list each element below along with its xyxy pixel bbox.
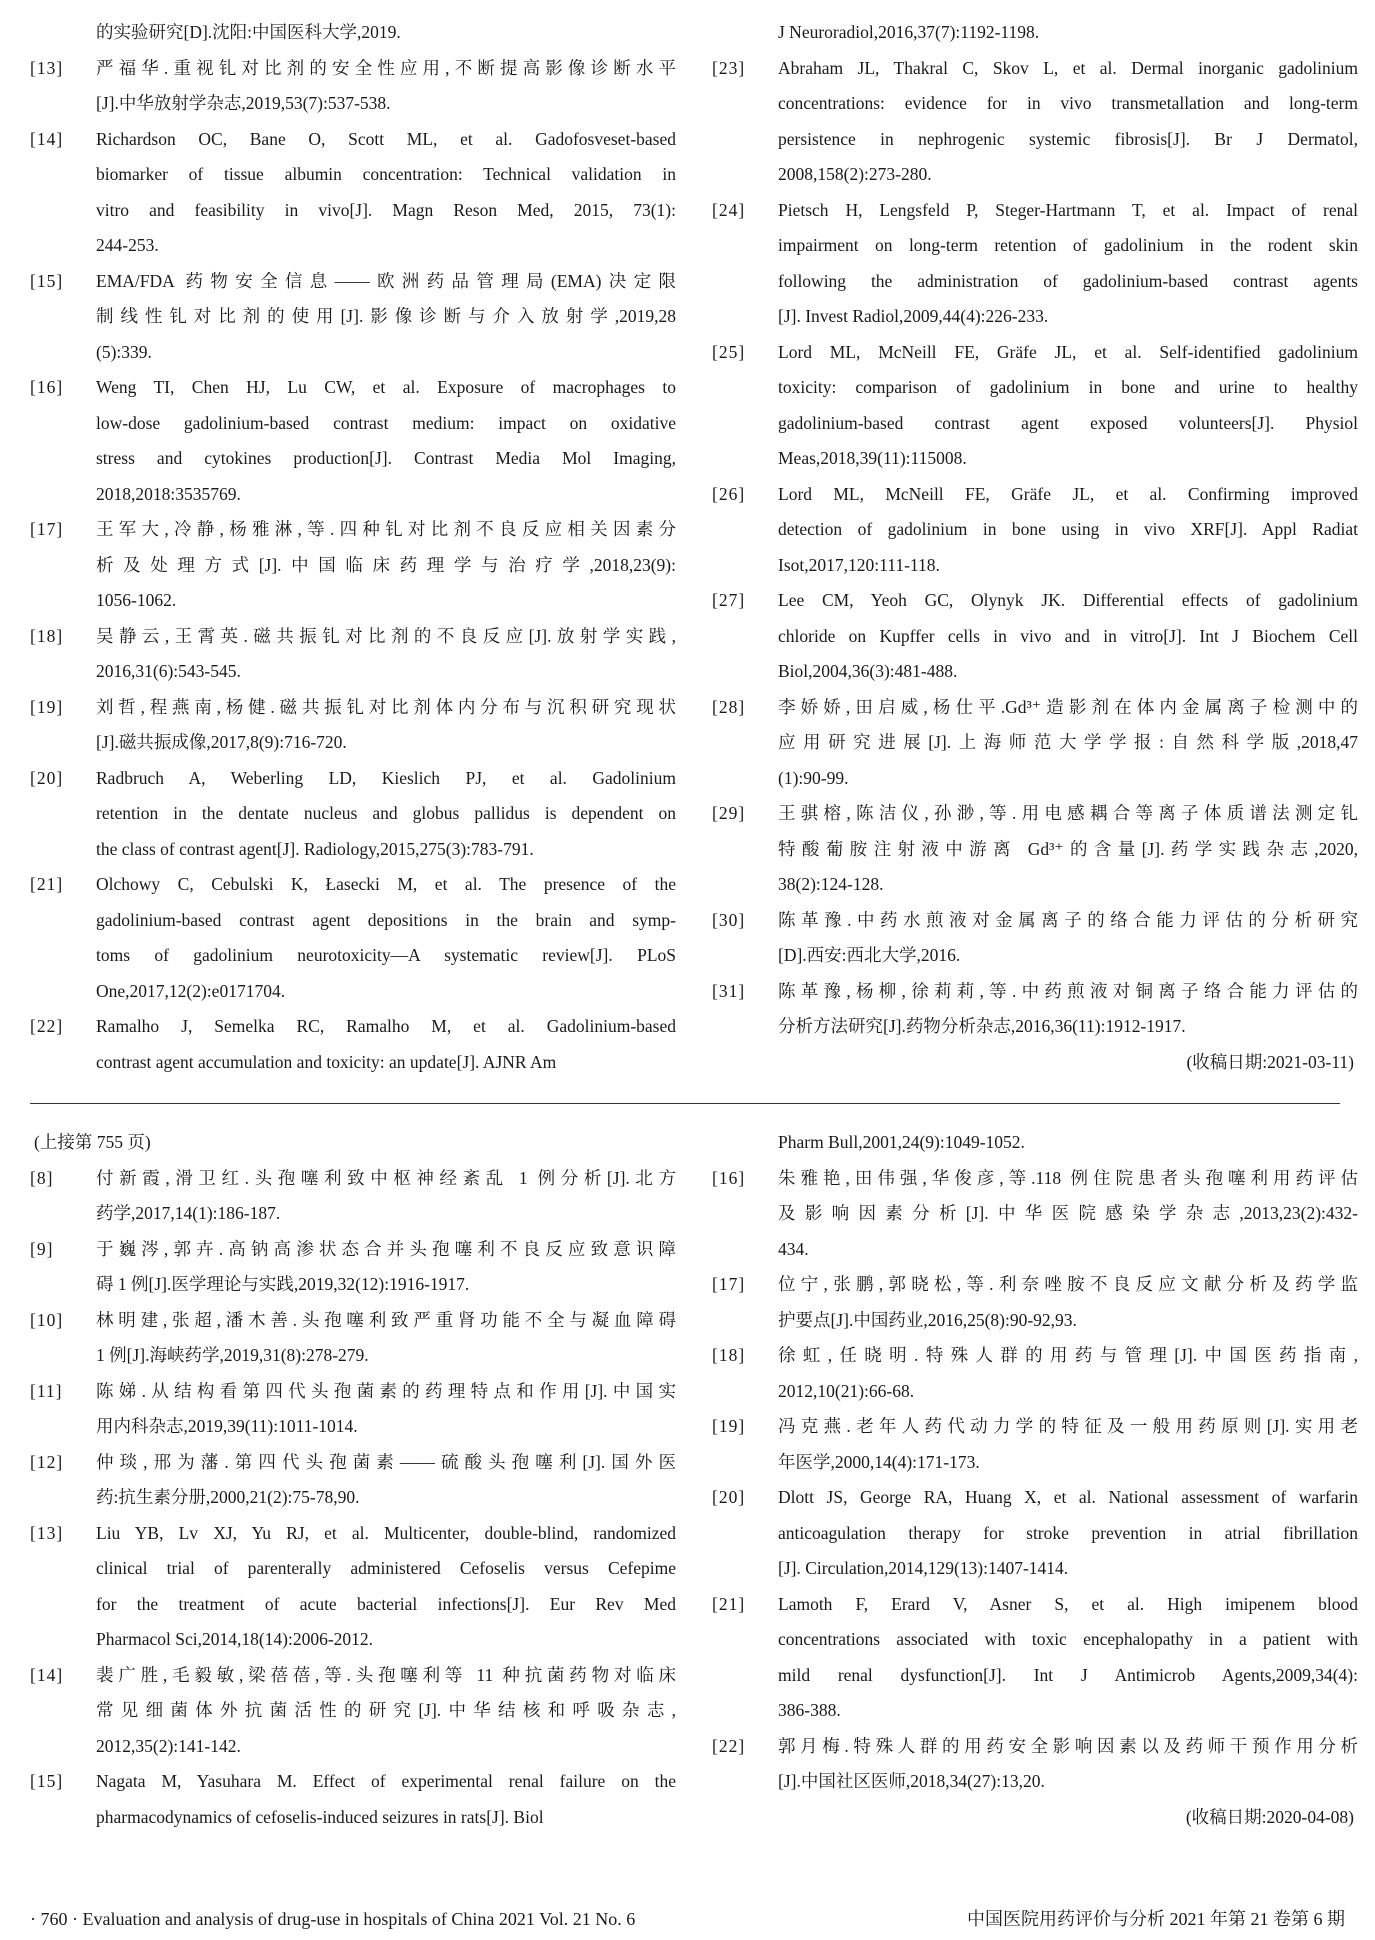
reference-line: pharmacodynamics of cefoselis-induced seizures in rats[J]. Biol [96,1806,544,1827]
reference-line: [J].中国社区医师,2018,34(27):13,20. [778,1771,1045,1791]
reference-entry [712,974,1358,1045]
reference-number: [11] [30,1380,63,1401]
bottom-right-column [712,1125,1358,1835]
reference-entry [30,619,676,690]
top-left-column [30,15,676,1080]
received-date: (收稿日期:2020-04-08) [1185,1806,1354,1827]
reference-line: concentrations associated with toxic encephalopathy in a patient with [778,1629,1358,1649]
reference-line: 陈娣.从结构看第四代头孢菌素的药理特点和作用[J].中国实 [96,1380,676,1401]
reference-line: [J]. Circulation,2014,129(13):1407-1414. [778,1558,1069,1578]
reference-line: 陈革豫.中药水煎液对金属离子的络合能力评估的分析研究 [778,909,1358,930]
reference-line: Lee CM, Yeoh GC, Olynyk JK. Differential effects of gadolinium [778,590,1358,610]
reference-line: [J].中华放射学杂志,2019,53(7):537-538. [96,93,391,113]
reference-line: 38(2):124-128. [778,874,884,894]
reference-line: 及影响因素分析[J].中华医院感染学杂志,2013,23(2):432- [778,1203,1358,1223]
reference-entry [712,903,1358,974]
reference-line: (5):339. [96,341,152,362]
reference-entry [30,1445,676,1516]
reference-line: 徐虹,任晓明.特殊人群的用药与管理[J].中国医药指南, [778,1345,1358,1365]
reference-line: toxicity: comparison of gadolinium in bone and urine to healthy [778,377,1358,397]
received-date: (收稿日期:2021-03-11) [1186,1051,1354,1072]
reference-line: 用内科杂志,2019,39(11):1011-1014. [96,1416,358,1436]
reference-number: [16] [30,377,64,397]
reference-line: 陈革豫,杨柳,徐莉莉,等.中药煎液对铜离子络合能力评估的 [778,980,1358,1001]
reference-number: [13] [30,1522,64,1543]
reference-line: 护要点[J].中国药业,2016,25(8):90-92,93. [778,1309,1077,1330]
reference-number: [13] [30,57,64,78]
reference-number: [17] [30,519,64,539]
reference-line: One,2017,12(2):e0171704. [96,980,286,1001]
reference-number: [29] [712,803,746,823]
reference-line: 2012,35(2):141-142. [96,1735,241,1756]
reference-number: [15] [30,270,64,291]
reference-entry [30,761,676,868]
reference-line: clinical trial of parenterally administered Cefoselis versus Cefepime [96,1558,676,1578]
reference-entry [30,122,676,264]
reference-number: [18] [712,1345,746,1365]
reference-line: 应用研究进展[J].上海师范大学学报:自然科学版,2018,47 [778,732,1358,752]
reference-entry [712,690,1358,797]
reference-number: [10] [30,1309,64,1330]
reference-entry [30,264,676,371]
reference-entry [712,477,1358,584]
reference-line: mild renal dysfunction[J]. Int J Antimicrob Agents,2009,34(4): [778,1664,1358,1685]
reference-number: [22] [30,1016,64,1036]
reference-line: (1):90-99. [778,767,849,788]
reference-line: 特酸葡胺注射液中游离 Gd³⁺的含量[J].药学实践杂志,2020, [778,838,1358,859]
reference-line: 244-253. [96,235,159,255]
reference-line: 药学,2017,14(1):186-187. [96,1203,281,1223]
reference-number: [19] [30,696,64,717]
reference-number: [30] [712,909,746,930]
reference-line: Biol,2004,36(3):481-488. [778,661,958,681]
reference-entry [30,1658,676,1765]
reference-line: 药:抗生素分册,2000,21(2):75-78,90. [96,1487,360,1507]
reference-line: gadolinium-based contrast agent depositions in the brain and symp- [96,909,676,930]
reference-line: 朱雅艳,田伟强,华俊彦,等.118 例住院患者头孢噻利用药评估 [778,1167,1358,1188]
bottom-left-column [30,1125,676,1835]
reference-number: [21] [712,1593,746,1614]
reference-number: [27] [712,590,746,610]
reference-number: [28] [712,696,746,717]
reference-entry [30,690,676,761]
reference-line: 刘哲,程燕南,杨健.磁共振钆对比剂体内分布与沉积研究现状 [96,696,676,717]
reference-line: concentrations: evidence for in vivo transmetallation and long-term [778,93,1358,113]
reference-line: contrast agent accumulation and toxicity: an update[J]. AJNR Am [96,1051,557,1072]
reference-entry [712,1338,1358,1409]
reference-line: Weng TI, Chen HJ, Lu CW, et al. Exposure of macrophages to [96,377,676,397]
footer-left: · 760 · Evaluation and analysis of drug-use in hospitals of China 2021 Vol. 21 No. 6 [30,1909,636,1929]
reference-line: Radbruch A, Weberling LD, Kieslich PJ, et al. Gadolinium [96,767,676,788]
continued-line: Pharm Bull,2001,24(9):1049-1052. [778,1132,1025,1152]
reference-entry [712,583,1358,690]
reference-line: chloride on Kupffer cells in vivo and in vitro[J]. Int J Biochem Cell [778,625,1358,646]
reference-line: 2012,10(21):66-68. [778,1380,915,1401]
reference-line: 2018,2018:3535769. [96,483,241,504]
reference-line: toms of gadolinium neurotoxicity—A systematic review[J]. PLoS [96,945,676,965]
reference-entry [30,370,676,512]
reference-line: 于巍涔,郭卉.高钠高渗状态合并头孢噻利不良反应致意识障 [96,1238,676,1259]
reference-entry [30,512,676,619]
reference-line: Lord ML, McNeill FE, Gräfe JL, et al. Self-identified gadolinium [778,341,1358,362]
reference-number: [25] [712,341,746,362]
reference-line: Ramalho J, Semelka RC, Ramalho M, et al. Gadolinium-based [96,1016,676,1036]
reference-line: Liu YB, Lv XJ, Yu RJ, et al. Multicenter, double-blind, randomized [96,1522,676,1543]
reference-number: [24] [712,199,746,220]
reference-entry [30,1232,676,1303]
reference-line: 碍 1 例[J].医学理论与实践,2019,32(12):1916-1917. [96,1274,470,1294]
reference-line: vitro and feasibility in vivo[J]. Magn Reson Med, 2015, 73(1): [96,199,676,220]
reference-line: Nagata M, Yasuhara M. Effect of experimental renal failure on the [96,1771,676,1791]
reference-line: gadolinium-based contrast agent exposed volunteers[J]. Physiol [778,412,1358,433]
section-divider [30,1103,1340,1104]
reference-line: 制线性钆对比剂的使用[J].影像诊断与介入放射学,2019,28 [96,306,676,326]
reference-line: 冯克燕.老年人药代动力学的特征及一般用药原则[J].实用老 [778,1416,1358,1436]
reference-entry [30,1009,676,1080]
reference-line: 王骐榕,陈洁仪,孙渺,等.用电感耦合等离子体质谱法测定钆 [778,803,1358,823]
reference-line: 2016,31(6):543-545. [96,661,241,681]
reference-number: [23] [712,57,746,78]
reference-line: 林明建,张超,潘木善.头孢噻利致严重肾功能不全与凝血障碍 [96,1309,676,1330]
reference-number: [14] [30,1664,64,1685]
reference-line: low-dose gadolinium-based contrast medium: impact on oxidative [96,412,676,433]
top-right-column [712,15,1358,1080]
reference-line: Isot,2017,120:111-118. [778,554,940,575]
reference-entry [712,193,1358,335]
continued-line: (上接第 755 页) [34,1132,151,1152]
reference-line: 1 例[J].海峡药学,2019,31(8):278-279. [96,1345,369,1365]
reference-entry [30,51,676,122]
continued-line: 的实验研究[D].沈阳:中国医科大学,2019. [96,22,401,42]
reference-line: following the administration of gadolinium-based contrast agents [778,270,1358,291]
reference-entry [712,1161,1358,1268]
reference-line: Meas,2018,39(11):115008. [778,448,967,468]
reference-entry [712,51,1358,193]
reference-entry [30,1764,676,1835]
reference-number: [12] [30,1451,64,1472]
continued-line: J Neuroradiol,2016,37(7):1192-1198. [778,22,1040,42]
reference-line: for the treatment of acute bacterial infections[J]. Eur Rev Med [96,1593,676,1614]
reference-number: [20] [712,1487,746,1507]
reference-line: impairment on long-term retention of gadolinium in the rodent skin [778,235,1358,255]
reference-entry [30,1303,676,1374]
reference-number: [26] [712,483,746,504]
reference-entry [712,1267,1358,1338]
reference-line: 析及处理方式[J].中国临床药理学与治疗学,2018,23(9): [96,554,676,575]
reference-number: [19] [712,1416,746,1436]
reference-line: 裴广胜,毛毅敏,梁蓓蓓,等.头孢噻利等 11 种抗菌药物对临床 [96,1664,676,1685]
reference-line: 分析方法研究[J].药物分析杂志,2016,36(11):1912-1917. [778,1016,1186,1036]
reference-line: 常见细菌体外抗菌活性的研究[J].中华结核和呼吸杂志, [96,1700,676,1720]
reference-line: EMA/FDA 药物安全信息——欧洲药品管理局(EMA)决定限 [96,270,676,291]
reference-number: [16] [712,1167,746,1188]
reference-line: Pietsch H, Lengsfeld P, Steger-Hartmann T, et al. Impact of renal [778,199,1358,220]
reference-number: [18] [30,625,64,646]
reference-entry [712,1409,1358,1480]
reference-entry [30,1374,676,1445]
reference-line: 1056-1062. [96,590,177,610]
reference-number: [22] [712,1735,746,1756]
reference-line: 吴静云,王霄英.磁共振钆对比剂的不良反应[J].放射学实践, [96,625,676,646]
reference-line: detection of gadolinium in bone using in vivo XRF[J]. Appl Radiat [778,519,1358,539]
reference-line: 李娇娇,田启威,杨仕平.Gd³⁺造影剂在体内金属离子检测中的 [778,696,1358,717]
reference-line: the class of contrast agent[J]. Radiology,2015,275(3):783-791. [96,838,534,859]
reference-number: [15] [30,1771,64,1791]
reference-line: 仲琰,邢为藩.第四代头孢菌素——硫酸头孢噻利[J].国外医 [96,1451,676,1472]
reference-entry [30,867,676,1009]
reference-line: retention in the dentate nucleus and globus pallidus is dependent on [96,803,676,823]
reference-line: [D].西安:西北大学,2016. [778,945,961,965]
reference-line: 付新霞,滑卫红.头孢噻利致中枢神经紊乱 1 例分析[J].北方 [96,1167,676,1188]
reference-line: 位宁,张鹏,郭晓松,等.利奈唑胺不良反应文献分析及药学监 [778,1274,1358,1294]
reference-line: Richardson OC, Bane O, Scott ML, et al. Gadofosveset-based [96,128,676,149]
reference-line: anticoagulation therapy for stroke prevention in atrial fibrillation [778,1522,1358,1543]
reference-line: 年医学,2000,14(4):171-173. [778,1451,980,1472]
reference-line: Pharmacol Sci,2014,18(14):2006-2012. [96,1629,374,1649]
reference-line: Olchowy C, Cebulski K, Łasecki M, et al. The presence of the [96,874,676,894]
reference-line: 434. [778,1238,809,1259]
reference-number: [8] [30,1167,54,1188]
reference-entry [712,1480,1358,1587]
reference-line: 386-388. [778,1700,841,1720]
reference-line: 王军大,冷静,杨雅淋,等.四种钆对比剂不良反应相关因素分 [96,519,676,539]
reference-line: persistence in nephrogenic systemic fibrosis[J]. Br J Dermatol, [778,128,1358,149]
reference-line: 2008,158(2):273-280. [778,164,932,184]
reference-entry [712,1587,1358,1729]
reference-number: [20] [30,767,64,788]
reference-number: [21] [30,874,64,894]
reference-line: [J].磁共振成像,2017,8(9):716-720. [96,732,347,752]
reference-line: 郭月梅.特殊人群的用药安全影响因素以及药师干预作用分析 [778,1735,1358,1756]
reference-entry [712,335,1358,477]
reference-line: Lord ML, McNeill FE, Gräfe JL, et al. Confirming improved [778,483,1358,504]
reference-number: [9] [30,1238,54,1259]
reference-entry [712,796,1358,903]
reference-entry [30,1516,676,1658]
reference-number: [14] [30,128,64,149]
reference-number: [31] [712,980,746,1001]
reference-entry [712,1729,1358,1800]
reference-line: biomarker of tissue albumin concentration: Technical validation in [96,164,676,184]
reference-line: Abraham JL, Thakral C, Skov L, et al. Dermal inorganic gadolinium [778,57,1358,78]
reference-line: [J]. Invest Radiol,2009,44(4):226-233. [778,306,1049,326]
reference-line: stress and cytokines production[J]. Contrast Media Mol Imaging, [96,448,676,468]
reference-entry [30,1161,676,1232]
reference-line: Dlott JS, George RA, Huang X, et al. National assessment of warfarin [778,1487,1358,1507]
reference-number: [17] [712,1274,746,1294]
reference-line: Lamoth F, Erard V, Asner S, et al. High imipenem blood [778,1593,1358,1614]
footer-right: 中国医院用药评价与分析 2021 年第 21 卷第 6 期 [967,1909,1345,1929]
reference-line: 严福华.重视钆对比剂的安全性应用,不断提高影像诊断水平 [96,57,676,78]
